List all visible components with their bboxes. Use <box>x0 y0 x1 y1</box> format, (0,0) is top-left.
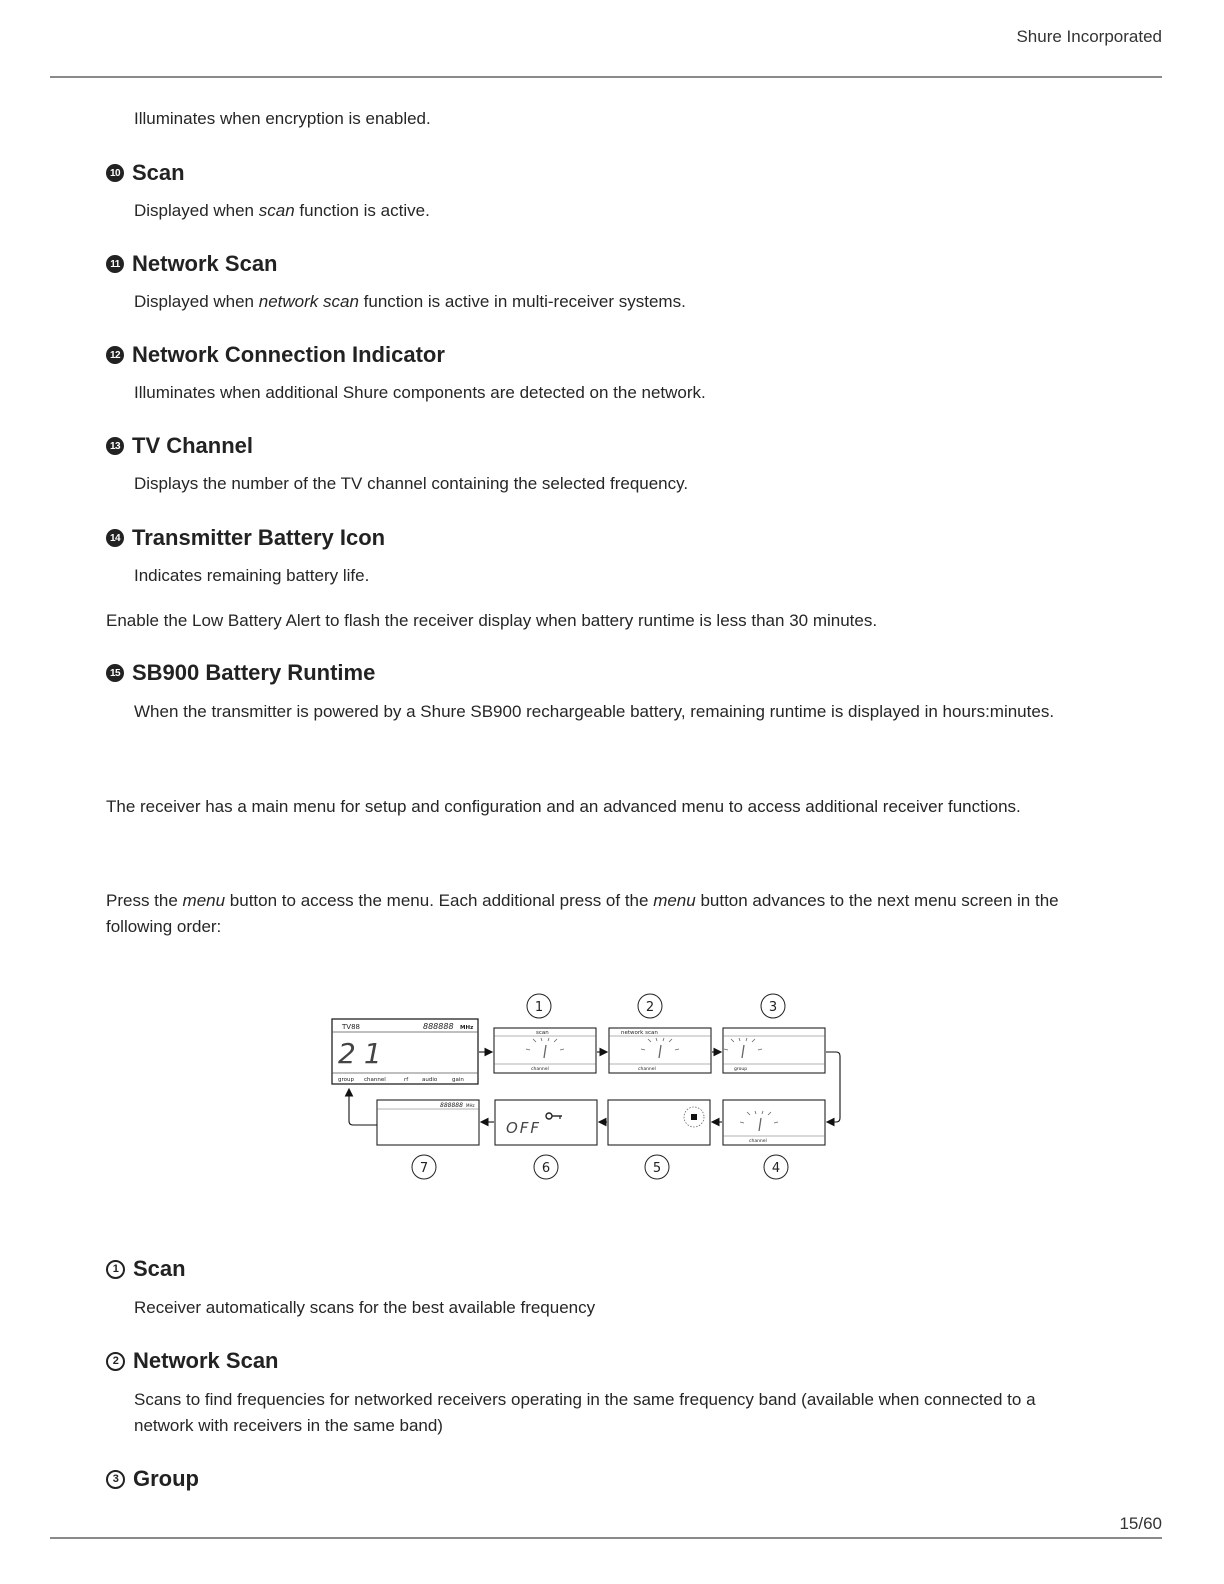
screen-1-title: scan <box>536 1030 549 1036</box>
item-heading-network-connection <box>106 342 445 368</box>
screen-1-channel-label: channel <box>531 1067 549 1072</box>
item-title: Group <box>133 1466 199 1491</box>
screen-3-group-label: group <box>734 1067 748 1072</box>
item-title: Network Scan <box>133 1348 279 1373</box>
step-label-3 <box>761 994 785 1018</box>
step-label-5 <box>645 1155 669 1179</box>
item-heading-sb900-runtime <box>106 660 375 686</box>
item-heading-network-scan <box>106 251 278 277</box>
item-description: Illuminates when additional Shure components are detected on the network. <box>134 383 706 402</box>
item-title: SB900 Battery Runtime <box>132 660 376 685</box>
low-battery-note: Enable the Low Battery Alert to flash the receiver display when battery runtime is less than 30 minutes. <box>106 611 878 630</box>
svg-text:4: 4 <box>771 1161 781 1176</box>
item-number-badge: 3 <box>106 1470 125 1489</box>
main-display-label-group: group <box>338 1077 354 1083</box>
main-display-tv: TV88 <box>342 1023 360 1031</box>
item-heading-battery-icon <box>106 525 385 551</box>
screen-3-group <box>723 1028 825 1073</box>
screen-7-unit: MHz <box>466 1103 475 1108</box>
screen-4-channel-label: channel <box>749 1139 767 1144</box>
screen-6-encryption <box>495 1100 597 1145</box>
main-display-screen <box>332 1019 478 1084</box>
screen-4-channel <box>723 1100 825 1145</box>
step-label-4 <box>764 1155 788 1179</box>
item-description: Displayed when network scan function is active in multi-receiver systems. <box>134 292 686 311</box>
screen-6-off-text: OFF <box>506 1119 542 1137</box>
item-title: Scan <box>133 1256 186 1281</box>
item-number-badge: 13 <box>106 437 124 455</box>
footer-rule <box>50 1537 1162 1539</box>
item-heading-network-scan-menu <box>106 1348 279 1374</box>
menu-flow-diagram <box>330 990 850 1190</box>
step-label-1 <box>527 994 551 1018</box>
item-heading-group-menu <box>106 1466 199 1492</box>
item-title: Network Scan <box>132 251 278 276</box>
item-number-badge: 14 <box>106 529 124 547</box>
main-display-label-rf: rf <box>404 1077 409 1083</box>
page-number: 15/60 <box>1119 1514 1162 1533</box>
step-label-2 <box>638 994 662 1018</box>
screen-2-network-scan <box>609 1028 711 1073</box>
step-label-7 <box>412 1155 436 1179</box>
screen-7-frequency <box>377 1100 479 1145</box>
item-heading-tv-channel <box>106 433 253 459</box>
svg-text:6: 6 <box>541 1161 551 1176</box>
main-display-channel: 21 <box>338 1037 390 1070</box>
main-display-unit: MHz <box>460 1025 474 1031</box>
screen-5-network <box>608 1100 710 1145</box>
item-number-badge: 10 <box>106 164 124 182</box>
item-heading-scan <box>106 160 185 186</box>
menu-intro: The receiver has a main menu for setup and configuration and an advanced menu to access additional receiver functions. <box>106 797 1021 816</box>
main-display-label-gain: gain <box>452 1077 464 1083</box>
screen-2-title: network scan <box>621 1030 658 1036</box>
item-number-badge: 12 <box>106 346 124 364</box>
item-heading-scan-menu <box>106 1256 186 1282</box>
svg-text:2: 2 <box>645 1000 655 1015</box>
item-description: Displays the number of the TV channel containing the selected frequency. <box>134 474 689 493</box>
item-title: Scan <box>132 160 185 185</box>
screen-1-scan <box>494 1028 596 1073</box>
step-label-6 <box>534 1155 558 1179</box>
item-description: Displayed when scan function is active. <box>134 201 430 220</box>
screen-7-freq: 888888 <box>440 1102 463 1109</box>
svg-text:5: 5 <box>652 1161 662 1176</box>
item-number-badge: 1 <box>106 1260 125 1279</box>
press-menu-paragraph: Press the menu button to access the menu. Each additional press of the menu button advances to the next menu screen in the following order: <box>106 891 1059 936</box>
svg-text:7: 7 <box>419 1161 429 1176</box>
network-square-icon <box>691 1114 697 1120</box>
encryption-description: Illuminates when encryption is enabled. <box>134 109 431 128</box>
item-title: TV Channel <box>132 433 254 458</box>
main-display-freq: 888888 <box>423 1022 454 1031</box>
item-number-badge: 11 <box>106 255 124 273</box>
header-rule <box>50 76 1162 78</box>
item-number-badge: 15 <box>106 664 124 682</box>
main-display-label-audio: audio <box>422 1077 438 1083</box>
item-description: Indicates remaining battery life. <box>134 566 370 585</box>
item-title: Transmitter Battery Icon <box>132 525 386 550</box>
item-number-badge: 2 <box>106 1352 125 1371</box>
main-display-label-channel: channel <box>364 1077 386 1083</box>
screen-2-channel-label: channel <box>638 1067 656 1072</box>
item-description: Scans to find frequencies for networked receivers operating in the same frequency band (available when connected to a network with receivers in the same band) <box>134 1390 1036 1435</box>
svg-text:3: 3 <box>768 1000 778 1015</box>
item-description: Receiver automatically scans for the best available frequency <box>134 1298 596 1317</box>
item-description: When the transmitter is powered by a Shure SB900 rechargeable battery, remaining runtime is displayed in hours:minutes. <box>134 702 1055 721</box>
item-title: Network Connection Indicator <box>132 342 445 367</box>
header-company: Shure Incorporated <box>1016 27 1162 46</box>
svg-text:1: 1 <box>534 1000 544 1015</box>
